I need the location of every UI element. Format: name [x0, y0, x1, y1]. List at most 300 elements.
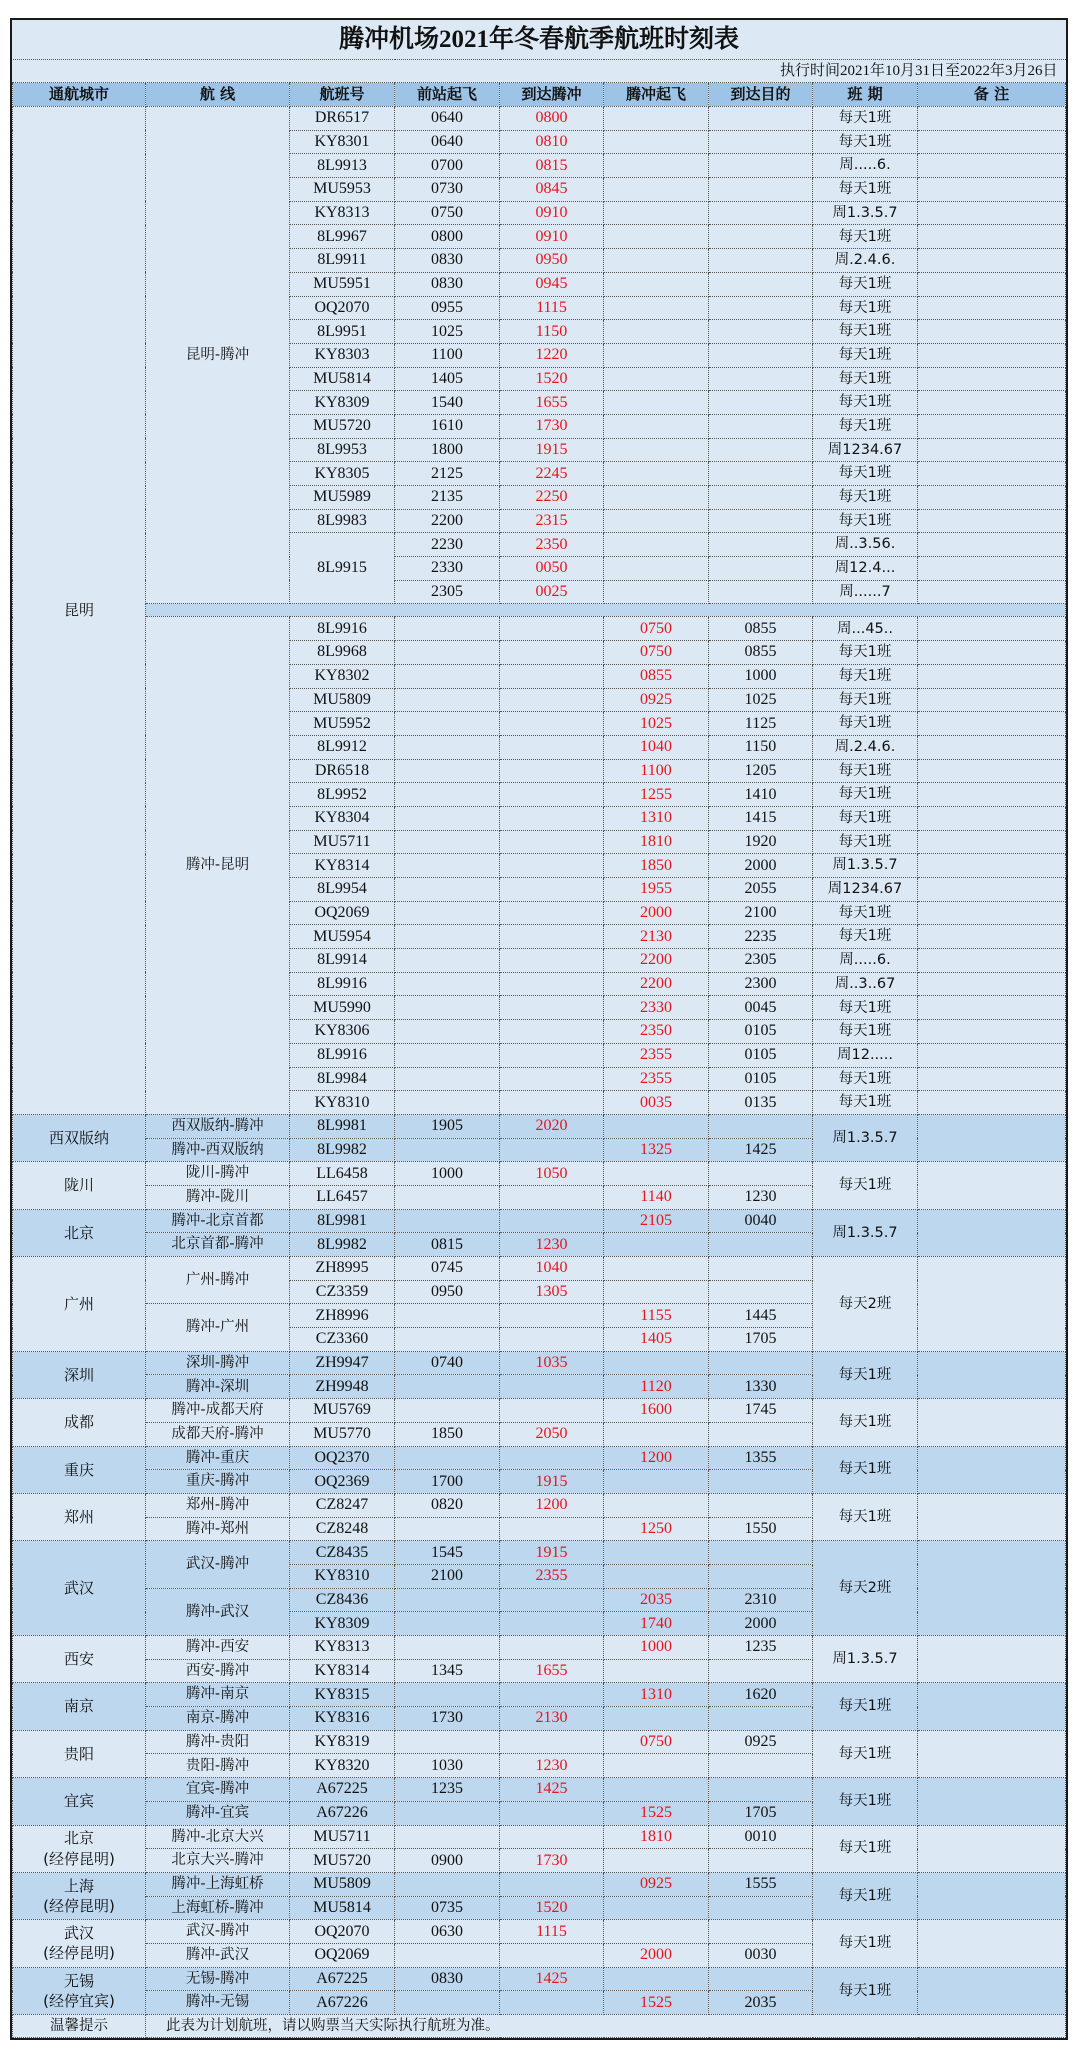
city-name: 无锡	[63, 1971, 94, 1990]
dep-prev-time: 1540	[395, 391, 500, 415]
flight-number: DR6518	[290, 759, 395, 783]
schedule-cell: 周......7	[813, 580, 918, 604]
arr-tc-time: 1425	[500, 1967, 604, 1991]
dep-tc-time	[604, 1967, 709, 1991]
flight-number: MU5720	[290, 1849, 395, 1873]
flight-number: KY8305	[290, 462, 395, 486]
arr-dest-time	[709, 296, 813, 320]
schedule-cell: 周12.....	[813, 1043, 918, 1067]
city-cell	[13, 1636, 146, 1683]
schedule-cell: 周.2.4.6.	[813, 249, 918, 273]
arr-dest-time	[709, 1114, 813, 1138]
city-name: 宜宾	[63, 1792, 94, 1811]
dep-tc-time	[604, 1493, 709, 1517]
table-row	[13, 1920, 1066, 1944]
arr-dest-time	[709, 1280, 813, 1304]
dep-tc-time: 1120	[604, 1375, 709, 1399]
table-row	[13, 1493, 1066, 1517]
arr-dest-time: 1555	[709, 1872, 813, 1896]
arr-dest-time: 0030	[709, 1943, 813, 1967]
arr-dest-time: 1205	[709, 759, 813, 783]
dep-tc-time	[604, 462, 709, 486]
flight-number: KY8310	[290, 1091, 395, 1115]
city-cell: 昆明	[13, 107, 146, 1115]
notice-text: 此表为计划航班，请以购票当天实际执行航班为准。	[146, 2015, 1066, 2038]
dep-prev-time	[395, 806, 500, 830]
remark-cell	[918, 641, 1066, 665]
arr-tc-time	[500, 1375, 604, 1399]
flight-number: CZ8436	[290, 1588, 395, 1612]
arr-dest-time: 1410	[709, 783, 813, 807]
arr-dest-time: 0855	[709, 617, 813, 641]
city-stopover-note: (经停昆明)	[43, 1944, 115, 1963]
flight-number: CZ8247	[290, 1493, 395, 1517]
route-cell: 武汉-腾冲	[146, 1541, 290, 1588]
dep-prev-time	[395, 1328, 500, 1352]
route-cell: 腾冲-陇川	[146, 1185, 290, 1209]
schedule-cell: 每天1班	[813, 1730, 918, 1777]
dep-prev-time: 0950	[395, 1280, 500, 1304]
arr-tc-time	[500, 996, 604, 1020]
flight-number: KY8319	[290, 1730, 395, 1754]
dep-tc-time	[604, 320, 709, 344]
city-name: 西双版纳	[48, 1128, 109, 1147]
arr-tc-time	[500, 688, 604, 712]
flight-number: MU5770	[290, 1422, 395, 1446]
route-cell: 腾冲-郑州	[146, 1517, 290, 1541]
dep-tc-time	[604, 1564, 709, 1588]
flight-number: KY8314	[290, 1659, 395, 1683]
dep-tc-time	[604, 1541, 709, 1565]
arr-dest-time: 1330	[709, 1375, 813, 1399]
dep-tc-time: 2200	[604, 949, 709, 973]
arr-tc-time: 1425	[500, 1778, 604, 1802]
remark-cell	[918, 688, 1066, 712]
arr-dest-time: 1125	[709, 712, 813, 736]
arr-tc-time	[500, 783, 604, 807]
route-cell: 腾冲-南京	[146, 1683, 290, 1707]
arr-tc-time	[500, 1185, 604, 1209]
dep-tc-time: 1155	[604, 1304, 709, 1328]
arr-dest-time	[709, 201, 813, 225]
schedule-cell: 周1234.67	[813, 438, 918, 462]
arr-dest-time: 1620	[709, 1683, 813, 1707]
table-row	[13, 1778, 1066, 1802]
city-name: 成都	[63, 1413, 94, 1432]
city-cell	[13, 1446, 146, 1493]
separator-cell	[146, 604, 1066, 617]
route-cell: 成都天府-腾冲	[146, 1422, 290, 1446]
arr-dest-time: 2305	[709, 949, 813, 973]
table-row	[13, 1257, 1066, 1281]
dep-prev-time	[395, 854, 500, 878]
arr-tc-time	[500, 972, 604, 996]
dep-tc-time	[604, 343, 709, 367]
arr-tc-time: 1730	[500, 414, 604, 438]
flight-number: KY8310	[290, 1564, 395, 1588]
dep-prev-time	[395, 996, 500, 1020]
arr-dest-time	[709, 391, 813, 415]
city-stopover-note: (经停昆明)	[43, 1849, 115, 1868]
arr-dest-time: 0925	[709, 1730, 813, 1754]
arr-tc-time	[500, 1943, 604, 1967]
dep-prev-time: 1000	[395, 1162, 500, 1186]
table-row	[13, 1683, 1066, 1707]
dep-tc-time	[604, 130, 709, 154]
arr-dest-time: 1550	[709, 1517, 813, 1541]
flight-number: 8L9981	[290, 1209, 395, 1233]
dep-tc-time: 2105	[604, 1209, 709, 1233]
table-row	[13, 617, 1066, 641]
remark-cell	[918, 1209, 1066, 1256]
route-cell: 西双版纳-腾冲	[146, 1114, 290, 1138]
schedule-cell: 每天1班	[813, 664, 918, 688]
arr-tc-time: 0910	[500, 225, 604, 249]
arr-tc-time: 2250	[500, 486, 604, 510]
remark-cell	[918, 664, 1066, 688]
arr-tc-time	[500, 1020, 604, 1044]
route-cell: 陇川-腾冲	[146, 1162, 290, 1186]
separator-row	[13, 604, 1066, 617]
flight-number: MU5809	[290, 1872, 395, 1896]
arr-dest-time: 1920	[709, 830, 813, 854]
dep-prev-time: 2135	[395, 486, 500, 510]
remark-cell	[918, 1541, 1066, 1636]
remark-cell	[918, 712, 1066, 736]
arr-tc-time: 0910	[500, 201, 604, 225]
flight-number: KY8320	[290, 1754, 395, 1778]
arr-dest-time: 1230	[709, 1185, 813, 1209]
dep-prev-time: 1700	[395, 1470, 500, 1494]
dep-prev-time	[395, 1588, 500, 1612]
flight-number: MU5952	[290, 712, 395, 736]
schedule-cell: 每天1班	[813, 272, 918, 296]
remark-cell	[918, 320, 1066, 344]
schedule-cell: 周.2.4.6.	[813, 735, 918, 759]
flight-number: 8L9915	[290, 533, 395, 604]
schedule-cell: 每天1班	[813, 367, 918, 391]
flight-number: KY8303	[290, 343, 395, 367]
remark-cell	[918, 1020, 1066, 1044]
schedule-cell: 每天1班	[813, 225, 918, 249]
remark-cell	[918, 783, 1066, 807]
dep-prev-time: 1610	[395, 414, 500, 438]
arr-dest-time: 0105	[709, 1067, 813, 1091]
route-cell: 腾冲-宜宾	[146, 1801, 290, 1825]
remark-cell	[918, 1446, 1066, 1493]
remark-cell	[918, 509, 1066, 533]
arr-tc-time	[500, 664, 604, 688]
route-cell: 腾冲-广州	[146, 1304, 290, 1351]
dep-prev-time: 2330	[395, 557, 500, 581]
city-name: 北京	[63, 1829, 94, 1848]
arr-tc-time: 1230	[500, 1233, 604, 1257]
dep-tc-time	[604, 1896, 709, 1920]
flight-number: KY8313	[290, 1636, 395, 1660]
dep-prev-time: 0955	[395, 296, 500, 320]
arr-tc-time: 1220	[500, 343, 604, 367]
route-cell: 腾冲-西双版纳	[146, 1138, 290, 1162]
city-name: 北京	[63, 1223, 94, 1242]
schedule-cell: 每天1班	[813, 996, 918, 1020]
arr-dest-time	[709, 320, 813, 344]
arr-dest-time: 1745	[709, 1399, 813, 1423]
col-header-city: 通航城市	[13, 83, 146, 107]
arr-dest-time: 1235	[709, 1636, 813, 1660]
arr-tc-time: 1050	[500, 1162, 604, 1186]
schedule-cell: 每天1班	[813, 1067, 918, 1091]
dep-prev-time: 0740	[395, 1351, 500, 1375]
dep-tc-time	[604, 1849, 709, 1873]
remark-cell	[918, 830, 1066, 854]
schedule-cell: 每天1班	[813, 712, 918, 736]
flight-number: KY8304	[290, 806, 395, 830]
dep-tc-time	[604, 509, 709, 533]
flight-number: LL6458	[290, 1162, 395, 1186]
dep-prev-time	[395, 1020, 500, 1044]
arr-tc-time	[500, 949, 604, 973]
dep-tc-time	[604, 225, 709, 249]
remark-cell	[918, 806, 1066, 830]
flight-number: MU5954	[290, 925, 395, 949]
flight-number: KY8309	[290, 391, 395, 415]
table-row	[13, 1399, 1066, 1423]
dep-prev-time: 1235	[395, 1778, 500, 1802]
table-row	[13, 107, 1066, 131]
schedule-cell: 每天1班	[813, 1446, 918, 1493]
dep-tc-time: 1040	[604, 735, 709, 759]
dep-prev-time	[395, 641, 500, 665]
dep-prev-time	[395, 1825, 500, 1849]
flight-number: 8L9916	[290, 617, 395, 641]
dep-prev-time	[395, 1872, 500, 1896]
arr-tc-time: 1305	[500, 1280, 604, 1304]
remark-cell	[918, 1114, 1066, 1161]
dep-prev-time	[395, 735, 500, 759]
remark-cell	[918, 1967, 1066, 2014]
table-row	[13, 1162, 1066, 1186]
arr-dest-time	[709, 1257, 813, 1281]
arr-tc-time: 1915	[500, 438, 604, 462]
arr-dest-time	[709, 1707, 813, 1731]
dep-tc-time	[604, 1257, 709, 1281]
dep-prev-time	[395, 712, 500, 736]
dep-prev-time: 1545	[395, 1541, 500, 1565]
flight-number: 8L9981	[290, 1114, 395, 1138]
arr-dest-time: 1705	[709, 1801, 813, 1825]
dep-prev-time: 0820	[395, 1493, 500, 1517]
arr-dest-time: 2300	[709, 972, 813, 996]
flight-number: OQ2069	[290, 901, 395, 925]
flight-number: OQ2070	[290, 296, 395, 320]
col-header-remark: 备 注	[918, 83, 1066, 107]
schedule-cell: 周1.3.5.7	[813, 1209, 918, 1256]
column-header-row	[13, 83, 1066, 107]
remark-cell	[918, 1351, 1066, 1398]
arr-tc-time	[500, 1446, 604, 1470]
schedule-cell: 周1234.67	[813, 878, 918, 902]
arr-dest-time: 0010	[709, 1825, 813, 1849]
dep-prev-time: 0800	[395, 225, 500, 249]
dep-prev-time	[395, 1683, 500, 1707]
col-header-dep-prev: 前站起飞	[395, 83, 500, 107]
dep-tc-time	[604, 1114, 709, 1138]
arr-dest-time	[709, 1659, 813, 1683]
flight-number: MU5720	[290, 414, 395, 438]
arr-tc-time: 0800	[500, 107, 604, 131]
arr-dest-time	[709, 462, 813, 486]
city-cell	[13, 1351, 146, 1398]
remark-cell	[918, 1683, 1066, 1730]
dep-tc-time: 1310	[604, 1683, 709, 1707]
city-name: 深圳	[63, 1365, 94, 1384]
remark-cell	[918, 1778, 1066, 1825]
arr-tc-time: 1230	[500, 1754, 604, 1778]
dep-prev-time	[395, 1991, 500, 2015]
flight-number: 8L9968	[290, 641, 395, 665]
remark-cell	[918, 1043, 1066, 1067]
schedule-cell: 每天1班	[813, 688, 918, 712]
dep-tc-time: 1140	[604, 1185, 709, 1209]
flight-number: 8L9984	[290, 1067, 395, 1091]
flight-number: 8L9914	[290, 949, 395, 973]
dep-prev-time: 0900	[395, 1849, 500, 1873]
schedule-cell: 每天1班	[813, 391, 918, 415]
route-cell: 腾冲-武汉	[146, 1588, 290, 1635]
arr-dest-time	[709, 367, 813, 391]
dep-prev-time	[395, 1801, 500, 1825]
dep-prev-time: 1850	[395, 1422, 500, 1446]
schedule-cell: 每天1班	[813, 759, 918, 783]
arr-tc-time	[500, 1636, 604, 1660]
dep-tc-time: 0035	[604, 1091, 709, 1115]
dep-tc-time	[604, 154, 709, 178]
table-row	[13, 1209, 1066, 1233]
remark-cell	[918, 367, 1066, 391]
flight-number: ZH8996	[290, 1304, 395, 1328]
arr-tc-time: 2130	[500, 1707, 604, 1731]
dep-tc-time: 1740	[604, 1612, 709, 1636]
dep-prev-time: 0815	[395, 1233, 500, 1257]
arr-dest-time: 0135	[709, 1091, 813, 1115]
arr-tc-time: 0950	[500, 249, 604, 273]
city-cell	[13, 1967, 146, 2014]
dep-tc-time: 1100	[604, 759, 709, 783]
dep-prev-time	[395, 901, 500, 925]
table-row	[13, 1967, 1066, 1991]
arr-tc-time: 0945	[500, 272, 604, 296]
flight-number: A67226	[290, 1991, 395, 2015]
remark-cell	[918, 996, 1066, 1020]
city-name: 南京	[63, 1697, 94, 1716]
schedule-cell: 每天1班	[813, 783, 918, 807]
route-cell: 腾冲-西安	[146, 1636, 290, 1660]
dep-prev-time	[395, 878, 500, 902]
route-cell: 武汉-腾冲	[146, 1920, 290, 1944]
dep-tc-time: 1200	[604, 1446, 709, 1470]
arr-dest-time: 0105	[709, 1043, 813, 1067]
arr-tc-time	[500, 806, 604, 830]
flight-number: 8L9916	[290, 1043, 395, 1067]
arr-dest-time	[709, 1470, 813, 1494]
table-row	[13, 1730, 1066, 1754]
remark-cell	[918, 1825, 1066, 1872]
arr-dest-time: 2235	[709, 925, 813, 949]
arr-tc-time: 2355	[500, 1564, 604, 1588]
arr-tc-time	[500, 1304, 604, 1328]
arr-tc-time	[500, 925, 604, 949]
dep-tc-time	[604, 1707, 709, 1731]
arr-dest-time	[709, 1233, 813, 1257]
arr-tc-time	[500, 735, 604, 759]
flight-schedule-sheet	[10, 18, 1068, 2040]
dep-tc-time: 0750	[604, 1730, 709, 1754]
dep-tc-time: 0855	[604, 664, 709, 688]
dep-tc-time	[604, 1162, 709, 1186]
arr-dest-time: 2310	[709, 1588, 813, 1612]
arr-tc-time: 0845	[500, 178, 604, 202]
dep-prev-time: 2125	[395, 462, 500, 486]
remark-cell	[918, 1636, 1066, 1683]
dep-prev-time: 0745	[395, 1257, 500, 1281]
flight-number: KY8302	[290, 664, 395, 688]
flight-number: ZH9947	[290, 1351, 395, 1375]
flight-number: MU5953	[290, 178, 395, 202]
dep-tc-time	[604, 1422, 709, 1446]
col-header-flight: 航班号	[290, 83, 395, 107]
dep-tc-time: 1255	[604, 783, 709, 807]
arr-dest-time	[709, 130, 813, 154]
dep-tc-time: 1810	[604, 1825, 709, 1849]
arr-dest-time	[709, 272, 813, 296]
arr-tc-time: 1520	[500, 1896, 604, 1920]
flight-number: CZ3359	[290, 1280, 395, 1304]
dep-prev-time	[395, 1375, 500, 1399]
schedule-cell: 周...45..	[813, 617, 918, 641]
dep-tc-time: 1250	[604, 1517, 709, 1541]
arr-tc-time: 0815	[500, 154, 604, 178]
arr-dest-time: 1425	[709, 1138, 813, 1162]
dep-prev-time: 1905	[395, 1114, 500, 1138]
dep-tc-time: 0750	[604, 641, 709, 665]
route-cell: 腾冲-北京首都	[146, 1209, 290, 1233]
arr-dest-time: 2000	[709, 854, 813, 878]
arr-tc-time: 1035	[500, 1351, 604, 1375]
arr-tc-time	[500, 1730, 604, 1754]
dep-tc-time	[604, 1233, 709, 1257]
route-cell: 腾冲-武汉	[146, 1943, 290, 1967]
arr-dest-time	[709, 1920, 813, 1944]
schedule-cell: 每天1班	[813, 178, 918, 202]
dep-tc-time	[604, 533, 709, 557]
dep-prev-time	[395, 830, 500, 854]
arr-dest-time: 2100	[709, 901, 813, 925]
schedule-cell: 每天1班	[813, 1920, 918, 1967]
flight-number: MU5769	[290, 1399, 395, 1423]
dep-tc-time: 0750	[604, 617, 709, 641]
city-name: 武汉	[63, 1924, 94, 1943]
remark-cell	[918, 972, 1066, 996]
flight-number: CZ8435	[290, 1541, 395, 1565]
dep-tc-time: 1525	[604, 1801, 709, 1825]
dep-tc-time: 1810	[604, 830, 709, 854]
route-cell: 腾冲-上海虹桥	[146, 1872, 290, 1896]
table-row	[13, 1541, 1066, 1565]
arr-tc-time	[500, 712, 604, 736]
remark-cell	[918, 854, 1066, 878]
arr-dest-time: 0855	[709, 641, 813, 665]
arr-tc-time: 1730	[500, 1849, 604, 1873]
